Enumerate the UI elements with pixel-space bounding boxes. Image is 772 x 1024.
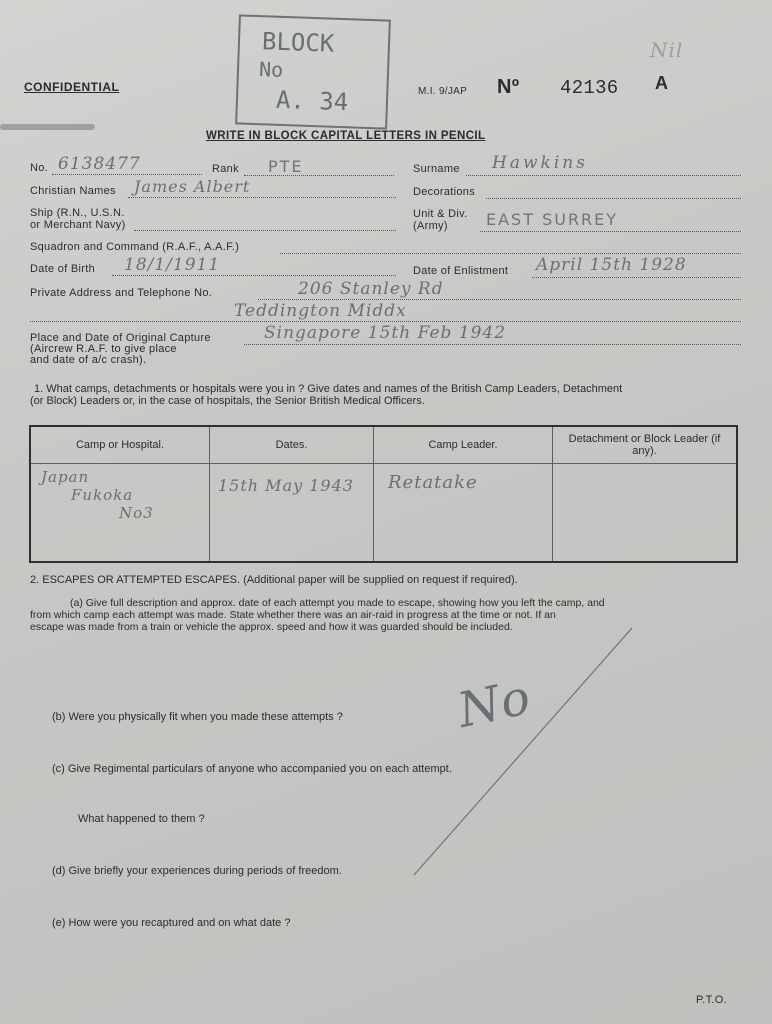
rank-value: PTE [268,157,304,176]
question-b: (b) Were you physically fit when you made these attempts ? [52,711,343,723]
section2-a-1: (a) Give full description and approx. date of each attempt you made to escape, showing how you left the camp, and [70,597,605,609]
leader-value: Retatake [388,472,478,493]
col-camp: Camp or Hospital. [30,426,210,464]
section2-heading: 2. ESCAPES OR ATTEMPTED ESCAPES. (Additional paper will be supplied on request if required). [30,574,518,586]
service-no-value: 6138477 [58,154,141,174]
enlistment-label: Date of Enlistment [413,265,509,277]
corner-note: Nil [650,38,684,62]
ref-label: M.I. 9/JAP [418,86,468,97]
question-d: (d) Give briefly your experiences during periods of freedom. [52,865,342,877]
confidential-label: CONFIDENTIAL [24,80,120,94]
camp-line-1: Japan [41,468,90,486]
col-detachment: Detachment or Block Leader (if any). [553,426,738,464]
form-suffix: A [655,73,669,93]
stamp-line-2: No [258,57,284,82]
section1-text-2: (or Block) Leaders or, in the case of hospitals, the Senior British Medical Officers. [30,395,425,407]
section1-text-1: 1. What camps, detachments or hospitals were you in ? Give dates and names of the British Camp Leaders, Detachment [34,383,623,395]
rank-label: Rank [212,163,239,175]
christian-names-label: Christian Names [30,185,116,197]
service-no-label: No. [30,162,49,174]
dob-value: 18/1/1911 [124,255,221,275]
ship-label-1: Ship (R.N., U.S.N. [30,207,125,219]
form-number: 42136 [560,77,619,99]
section2-a-2: from which camp each attempt was made. State whether there was an air-raid in progress at the time or not. If an [30,609,556,621]
unit-label-1: Unit & Div. [413,208,468,220]
squadron-label: Squadron and Command (R.A.F., A.A.F.) [30,241,240,253]
decorations-label: Decorations [413,186,475,198]
enlistment-value: April 15th 1928 [536,255,687,275]
capture-value: Singapore 15th Feb 1942 [264,323,507,343]
address-line-2: Teddington Middx [234,301,407,321]
camp-line-3: No3 [119,504,154,522]
surname-value: Hawkins [492,153,588,173]
camp-line-2: Fukoka [71,486,134,504]
ship-label-2: or Merchant Navy) [30,219,126,231]
dates-value: 15th May 1943 [218,476,354,495]
surname-label: Surname [413,163,460,175]
section2-a-3: escape was made from a train or vehicle the approx. speed and how it was guarded should be included. [30,621,513,633]
instruction-heading: WRITE IN BLOCK CAPITAL LETTERS IN PENCIL [206,130,486,142]
dob-label: Date of Birth [30,263,96,275]
capture-label-1: Place and Date of Original Capture [30,332,211,344]
christian-names-value: James Albert [134,177,251,196]
col-dates: Dates. [210,426,374,464]
stamp-line-1: BLOCK [261,27,335,58]
question-e: (e) How were you recaptured and on what date ? [52,917,291,929]
answer-no: No [452,669,536,739]
address-line-1: 206 Stanley Rd [298,279,444,299]
unit-label-2: (Army) [413,220,448,232]
col-leader: Camp Leader. [374,426,553,464]
unit-value: EAST SURREY [486,210,619,229]
number-label: Nº [497,76,520,98]
address-label: Private Address and Telephone No. [30,287,213,299]
capture-label-3: and date of a/c crash). [30,354,147,366]
pto-label: P.T.O. [696,994,727,1006]
stamp-line-3: A. 34 [275,85,349,117]
capture-label-2: (Aircrew R.A.F. to give place [30,343,177,355]
question-c-sub: What happened to them ? [78,813,205,825]
question-c: (c) Give Regimental particulars of anyone who accompanied you on each attempt. [52,763,452,775]
